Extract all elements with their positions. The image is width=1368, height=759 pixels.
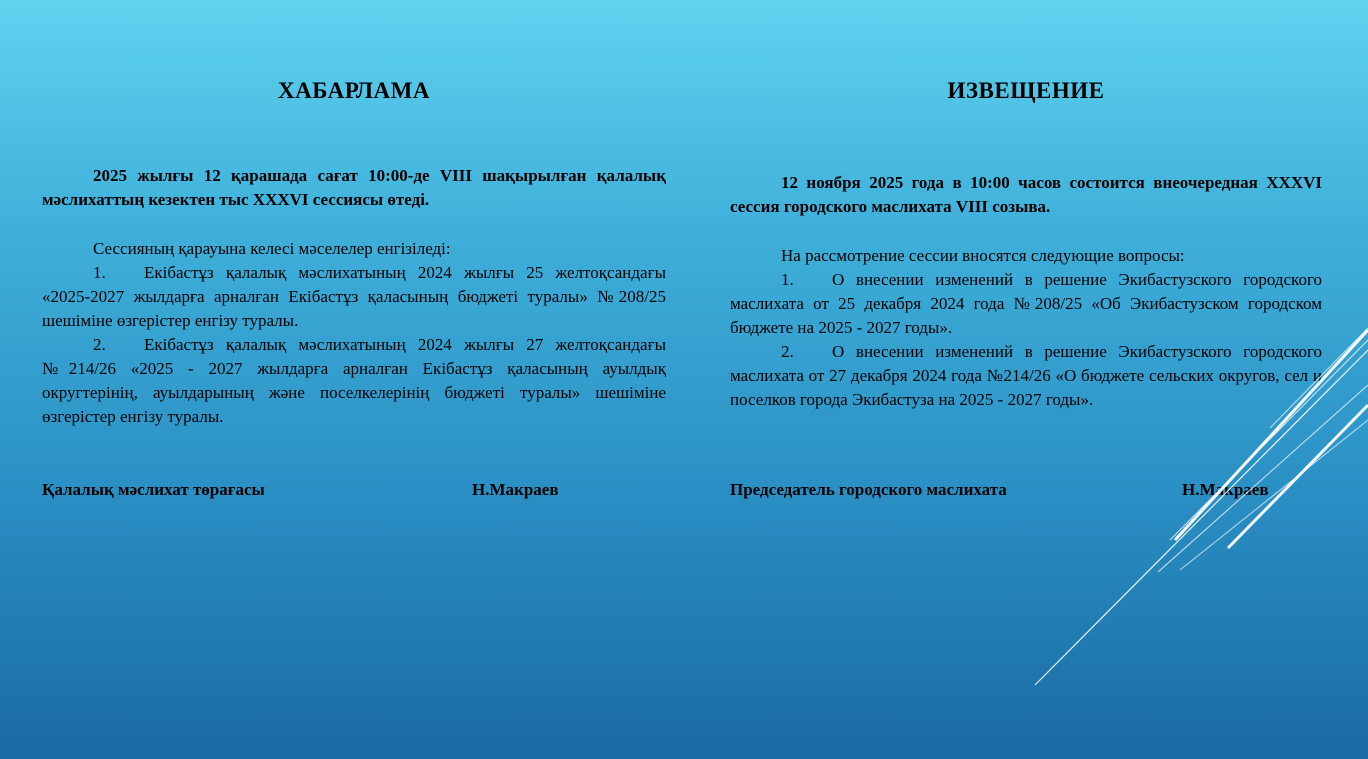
- signature-name: Н.Макраев: [1182, 480, 1269, 499]
- signature-name: Н.Макраев: [472, 480, 559, 499]
- notice-lead-paragraph: 2025 жылғы 12 қарашада сағат 10:00-де VIII шақырылған қалалық мәслихаттың кезектен тыс XXXVI сессиясы өтеді.: [42, 166, 666, 209]
- agenda-intro: Сессияның қарауына келесі мәселелер енгізіледі:: [93, 239, 451, 258]
- agenda-item-text: О внесении изменений в решение Экибастузского городского маслихата от 27 декабря 2024 года №214/26 «О бюджете сельских округов, сел и поселков города Экибастуза на 2025 - 2027 годы».: [730, 342, 1322, 409]
- agenda-item-1: [42, 261, 666, 333]
- agenda-intro: На рассмотрение сессии вносятся следующие вопросы:: [781, 246, 1185, 265]
- signature-title: Председатель городского маслихата: [730, 480, 1007, 499]
- agenda-item-number: 1.: [93, 263, 106, 282]
- decorative-diagonal-lines: [1020, 310, 1368, 690]
- agenda-item-number: 1.: [781, 270, 794, 289]
- notice-title: ИЗВЕЩЕНИЕ: [947, 78, 1105, 103]
- agenda-item-text: Екібастұз қалалық мәслихатының 2024 жылғы 27 желтоқсандағы №214/26 «2025 - 2027 жылдарға арналған Екібастұз қаласының ауылдық округтерінің, ауылдарының және поселкелерінің бюджеті туралы» шешіміне өзгерістер енгізу туралы.: [42, 335, 666, 426]
- signature-title: Қалалық мәслихат төрағасы: [42, 480, 265, 499]
- agenda-item-number: 2.: [93, 335, 106, 354]
- agenda-item-text: О внесении изменений в решение Экибастузского городского маслихата от 25 декабря 2024 года №208/25 «Об Экибастузском городском бюджете на 2025 - 2027 годы».: [730, 270, 1322, 337]
- notice-title: ХАБАРЛАМА: [278, 78, 430, 103]
- agenda-item-text: Екібастұз қалалық мәслихатының 2024 жылғы 25 желтоқсандағы «2025-2027 жылдарға арналған Екібастұз қаласының бюджеті туралы» №208/25 шешіміне өзгерістер енгізу туралы.: [42, 263, 666, 330]
- notice-lead-paragraph: 12 ноября 2025 года в 10:00 часов состоится внеочередная XXXVI сессия городского маслихата VIII созыва.: [730, 173, 1322, 216]
- agenda-item-number: 2.: [781, 342, 794, 361]
- agenda-item-2: [42, 333, 666, 429]
